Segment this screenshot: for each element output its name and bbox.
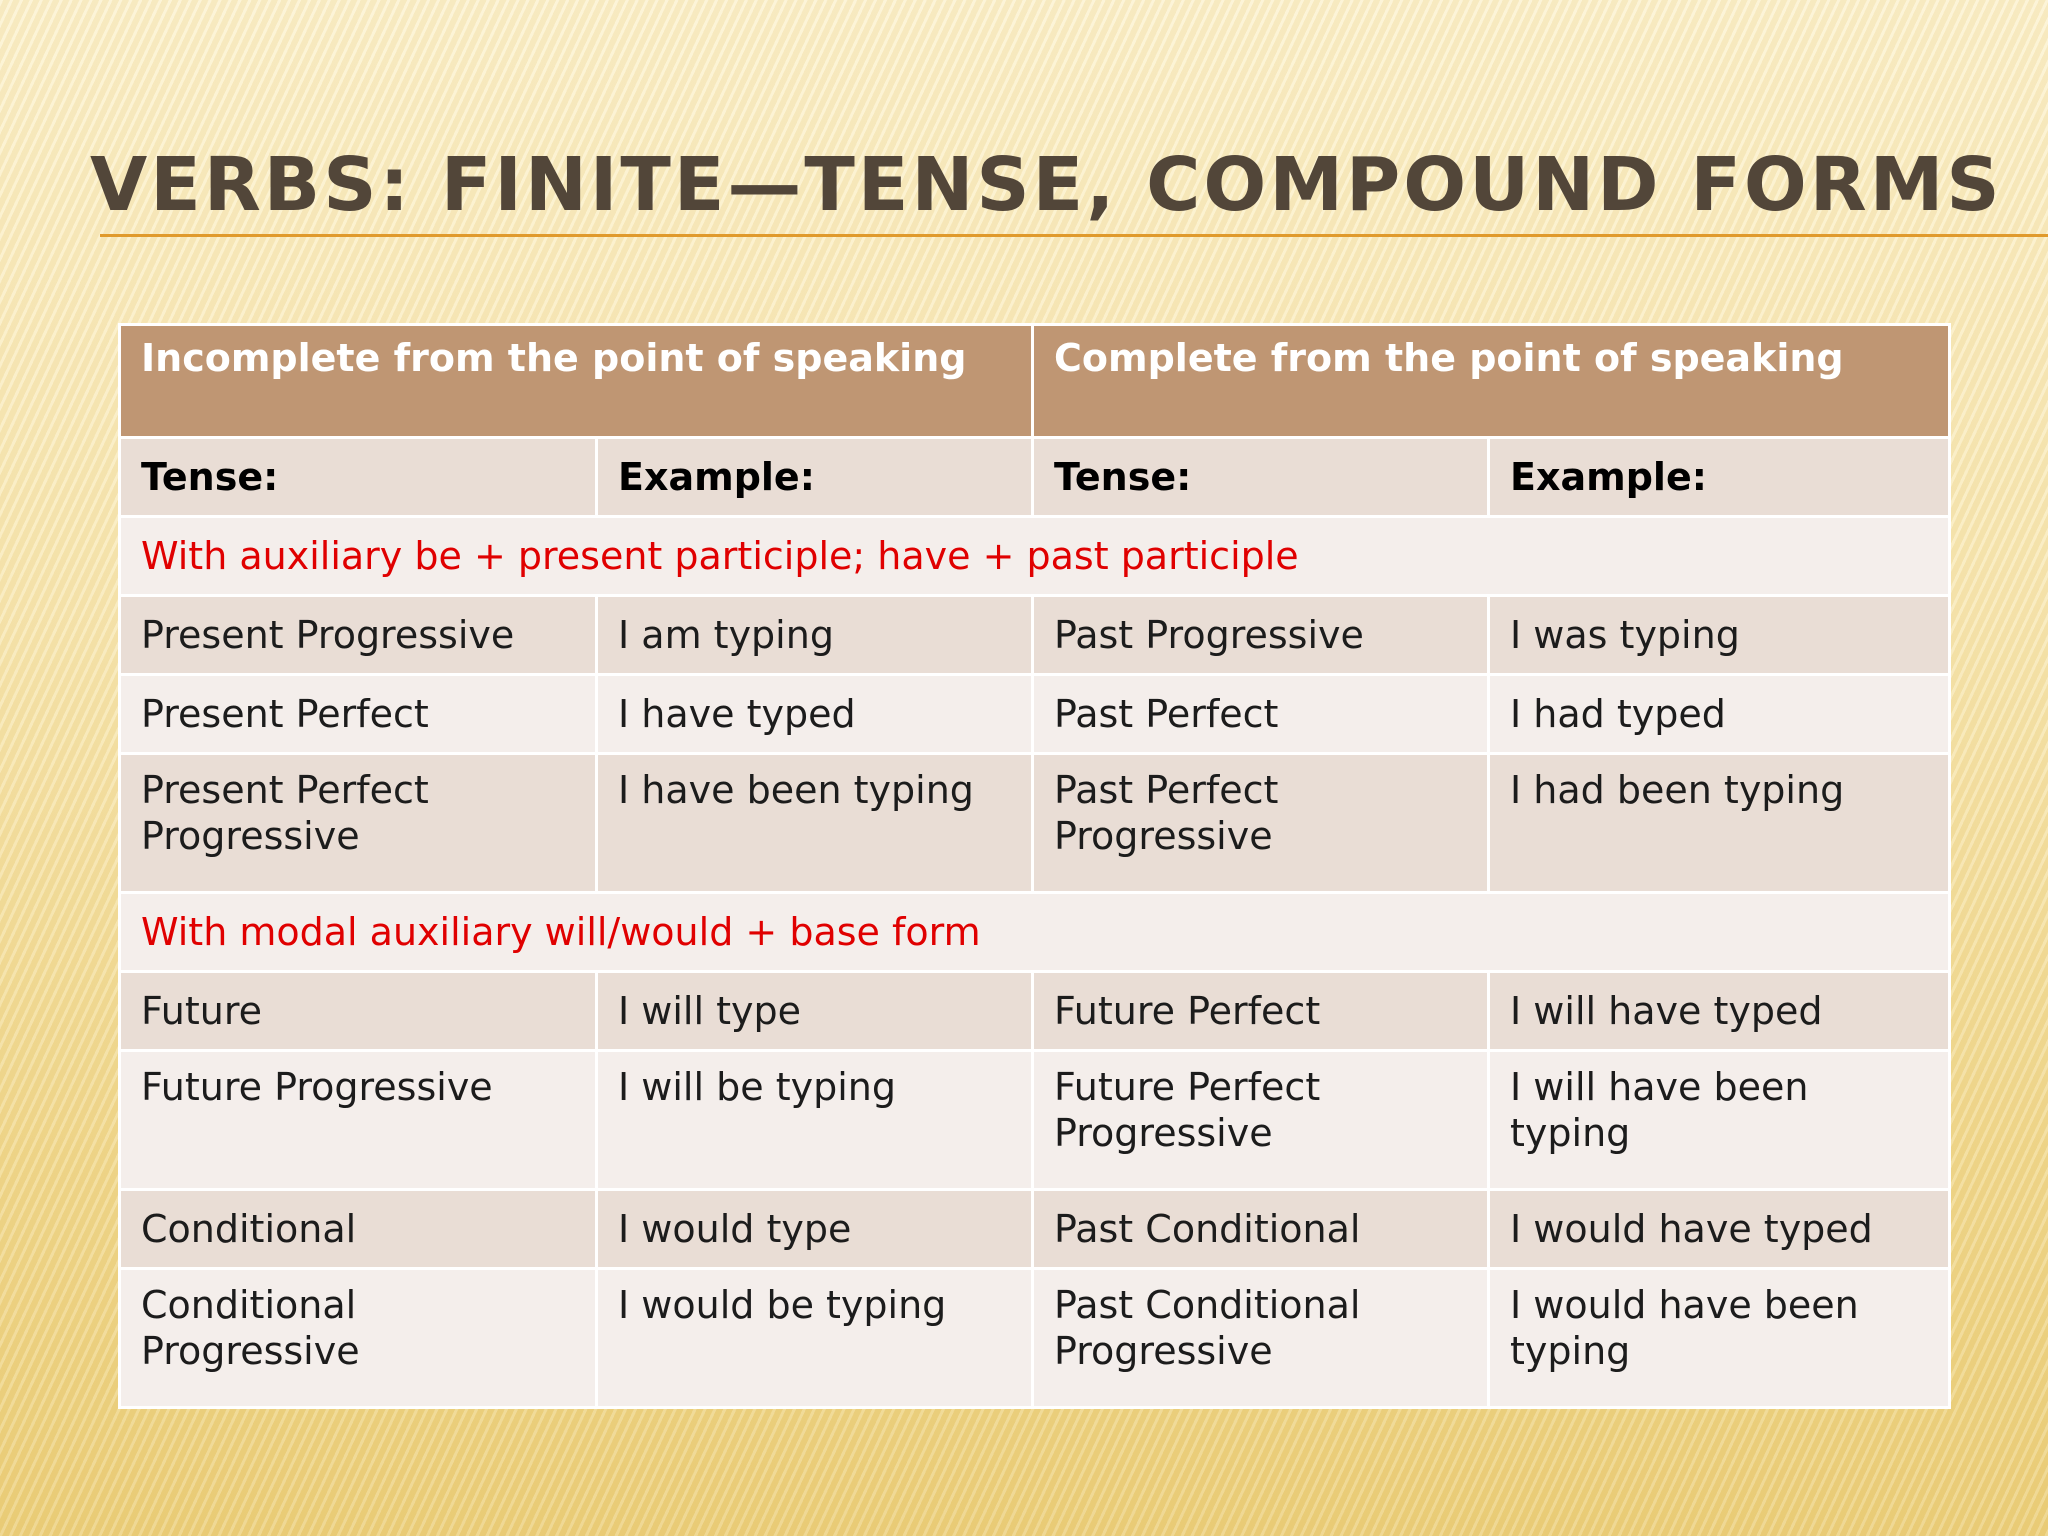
table-cell: Past Perfect Progressive [1033,754,1489,893]
table-cell: Present Progressive [120,596,597,675]
table-cell: Past Conditional Progressive [1033,1269,1489,1408]
section-row [120,517,1950,596]
table-row [120,675,1950,754]
table-cell: Conditional Progressive [120,1269,597,1408]
column-header-tense: Tense: [1033,438,1489,517]
table-cell: Conditional [120,1190,597,1269]
table-cell: I will type [597,972,1033,1051]
group-header-incomplete: Incomplete from the point of speaking [120,325,1033,438]
table-row [120,972,1950,1051]
table-cell: I will have typed [1489,972,1950,1051]
column-header-row [120,438,1950,517]
table-cell: Present Perfect Progressive [120,754,597,893]
title-underline [100,234,2048,237]
table-row [120,1269,1950,1408]
table-cell: I would have been typing [1489,1269,1950,1408]
table-cell: I had typed [1489,675,1950,754]
table-cell: I will be typing [597,1051,1033,1190]
section-label: With modal auxiliary will/would + base form [120,893,1950,972]
column-header-tense: Tense: [120,438,597,517]
column-header-example: Example: [597,438,1033,517]
table-cell: Future [120,972,597,1051]
tense-table [118,323,1951,1409]
table-cell: I have typed [597,675,1033,754]
table-cell: I was typing [1489,596,1950,675]
table-row [120,596,1950,675]
table-cell: Future Perfect [1033,972,1489,1051]
table-cell: Past Progressive [1033,596,1489,675]
table-cell: I had been typing [1489,754,1950,893]
table-cell: Past Perfect [1033,675,1489,754]
table-row [120,1190,1950,1269]
slide-title: VERBS: FINITE—TENSE, COMPOUND FORMS [90,142,2003,228]
table-cell: I am typing [597,596,1033,675]
table-cell: Future Perfect Progressive [1033,1051,1489,1190]
table-row [120,754,1950,893]
table-cell: I would have typed [1489,1190,1950,1269]
table-cell: I will have been typing [1489,1051,1950,1190]
section-label: With auxiliary be + present participle; have + past participle [120,517,1950,596]
table-cell: Past Conditional [1033,1190,1489,1269]
table-row [120,1051,1950,1190]
column-header-example: Example: [1489,438,1950,517]
table-cell: Present Perfect [120,675,597,754]
group-header-complete: Complete from the point of speaking [1033,325,1950,438]
table-cell: I would type [597,1190,1033,1269]
table-cell: I would be typing [597,1269,1033,1408]
group-header-row [120,325,1950,438]
table-cell: Future Progressive [120,1051,597,1190]
section-row [120,893,1950,972]
table-cell: I have been typing [597,754,1033,893]
